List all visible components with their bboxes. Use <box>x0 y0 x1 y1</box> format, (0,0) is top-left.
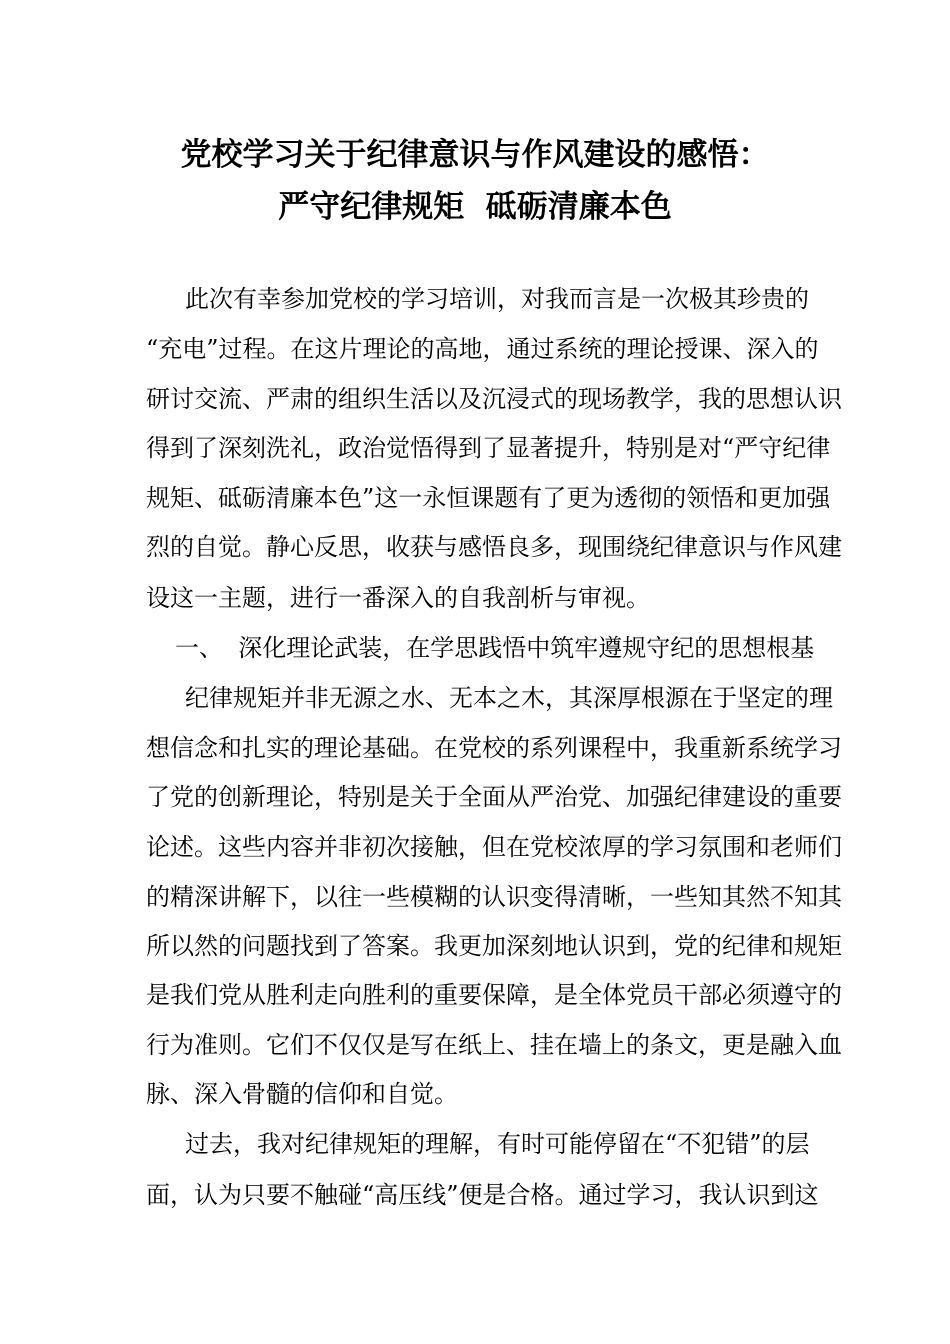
paragraph-line: 纪律规矩并非无源之水、无本之木，其深厚根源在于坚定的理 <box>185 684 833 712</box>
paragraph-line: 脉、深入骨髓的信仰和自觉。 <box>146 1080 458 1108</box>
paragraph-line: 想信念和扎实的理论基础。在党校的系列课程中，我重新系统学习 <box>146 734 842 762</box>
paragraph-line: 面，认为只要不触碰“高压线”便是合格。通过学习，我认识到这 <box>146 1181 819 1209</box>
document-title-line-1: 党校学习关于纪律意识与作风建设的感悟： <box>180 137 770 173</box>
paragraph-line: 此次有幸参加党校的学习培训，对我而言是一次极其珍贵的 <box>185 285 809 313</box>
paragraph-line: 设这一主题，进行一番深入的自我剖析与审视。 <box>146 584 650 612</box>
paragraph-line: “充电”过程。在这片理论的高地，通过系统的理论授课、深入的 <box>146 335 819 363</box>
document-title-line-2: 严守纪律规矩 砥砺清廉本色 <box>278 189 672 225</box>
paragraph-line: 所以然的问题找到了答案。我更加深刻地认识到，党的纪律和规矩 <box>146 932 842 960</box>
paragraph-line: 过去，我对纪律规矩的理解，有时可能停留在“不犯错”的层 <box>185 1130 810 1158</box>
paragraph-line: 的精深讲解下，以往一些模糊的认识变得清晰，一些知其然不知其 <box>146 883 842 911</box>
paragraph-line: 规矩、砥砺清廉本色”这一永恒课题有了更为透彻的领悟和更加强 <box>146 484 831 512</box>
paragraph-line: 了党的创新理论，特别是关于全面从严治党、加强纪律建设的重要 <box>146 783 842 811</box>
paragraph-line: 烈的自觉。静心反思，收获与感悟良多，现围绕纪律意识与作风建 <box>146 533 842 561</box>
section-heading: 一、 深化理论武装，在学思践悟中筑牢遵规守纪的思想根基 <box>175 634 815 662</box>
paragraph-line: 研讨交流、严肃的组织生活以及沉浸式的现场教学，我的思想认识 <box>146 385 842 413</box>
paragraph-line: 是我们党从胜利走向胜利的重要保障，是全体党员干部必须遵守的 <box>146 981 842 1009</box>
paragraph-line: 论述。这些内容并非初次接触，但在党校浓厚的学习氛围和老师们 <box>146 833 842 861</box>
paragraph-line: 得到了深刻洗礼，政治觉悟得到了显著提升，特别是对“严守纪律 <box>146 434 831 462</box>
paragraph-line: 行为准则。它们不仅仅是写在纸上、挂在墙上的条文，更是融入血 <box>146 1031 842 1059</box>
